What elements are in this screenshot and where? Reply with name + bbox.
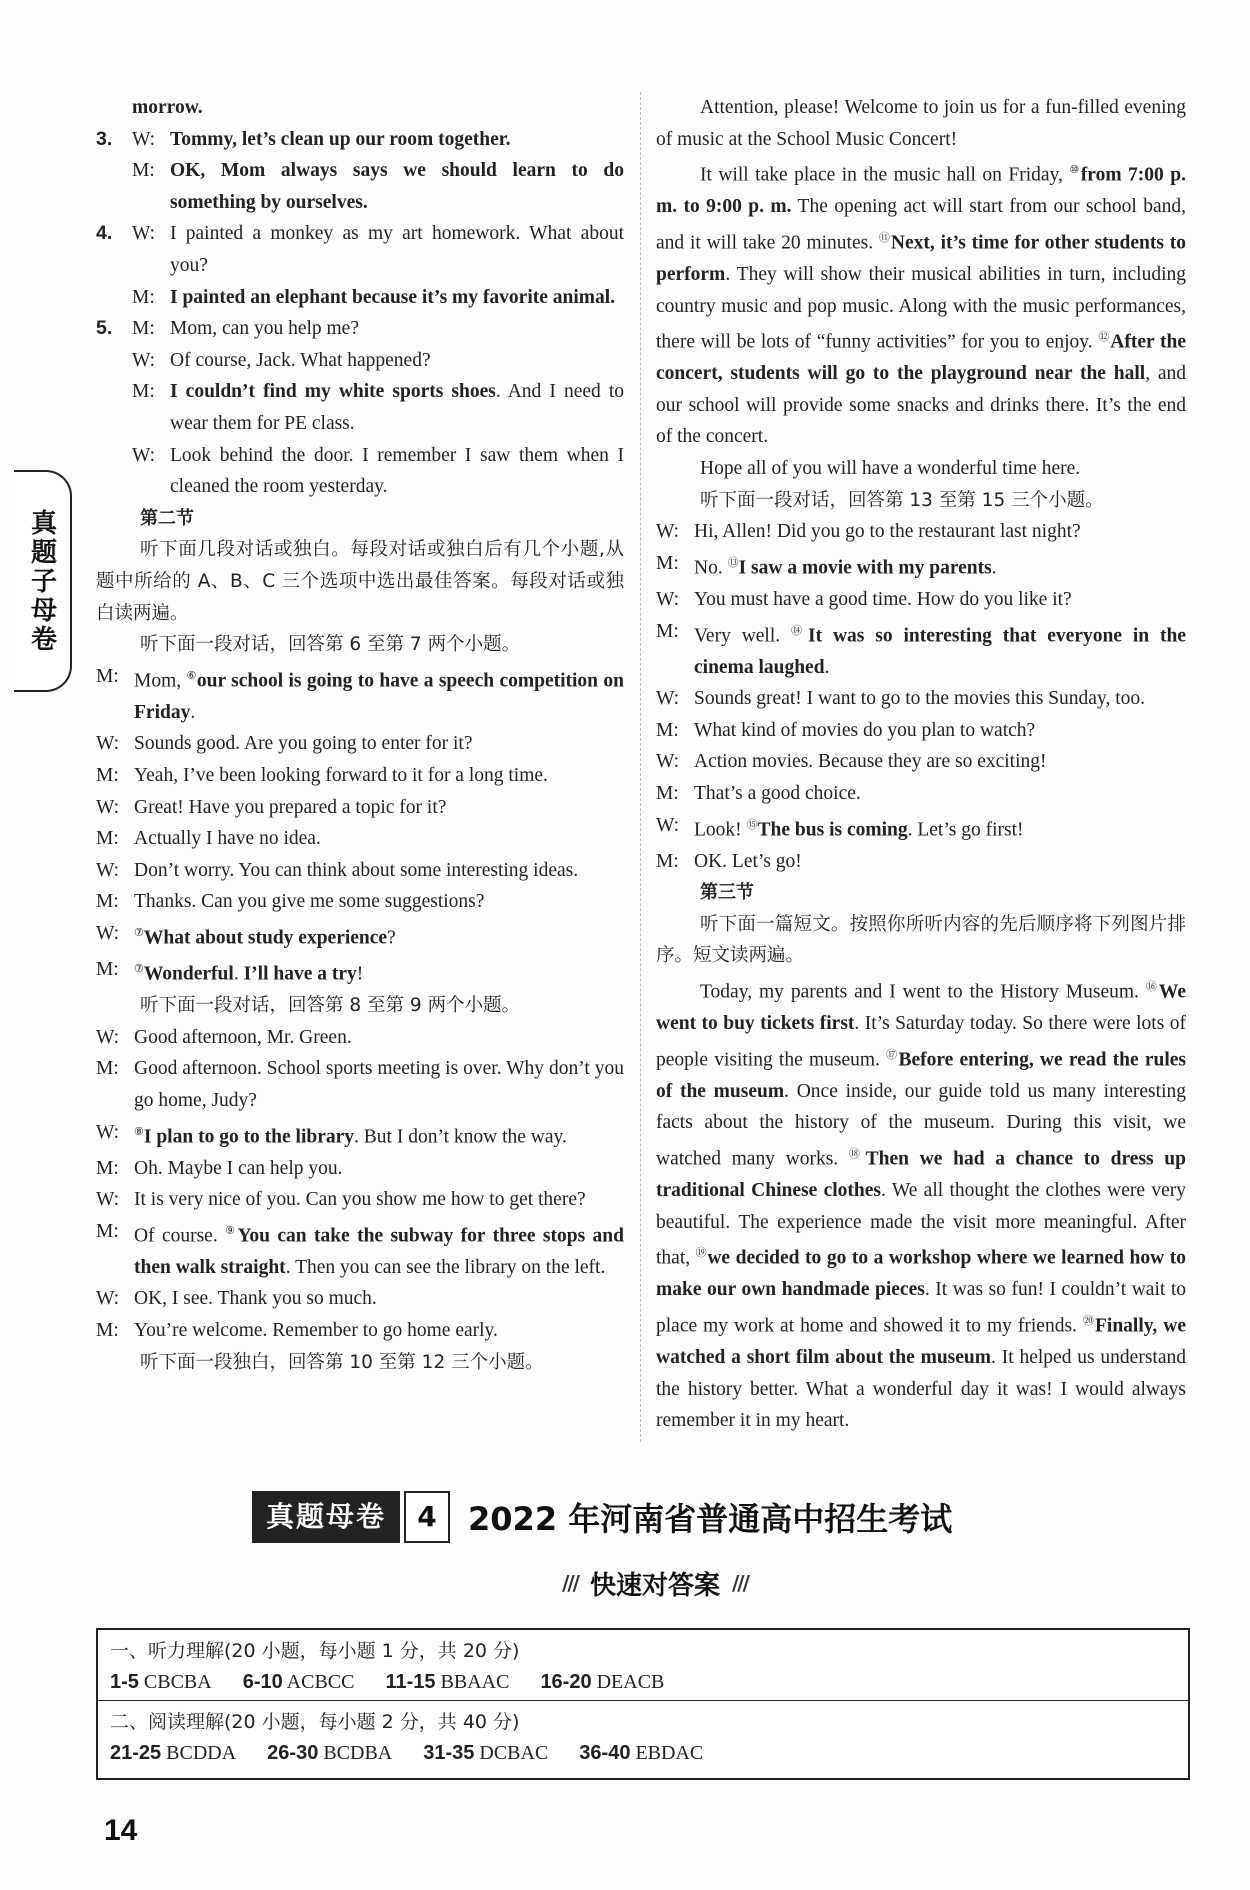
- answer-section-listening: [98, 1630, 1188, 1700]
- answer-section-heading: 二、阅读理解(20 小题，每小题 2 分，共 40 分): [110, 1711, 520, 1733]
- answer-key-box: [96, 1628, 1190, 1780]
- museum-passage: Today, my parents and I went to the History Museum. ⑯We went to buy tickets first. It’s Saturday today. So there were lots of people visiting the museum. ⑰Before entering, we read the rules of the museum. Once inside, our guide told us many interesting facts about the history of the museum. During this visit, we watched many works. ⑱Then we had a chance to dress up traditional Chinese clothes. We all thought the clothes were very beautiful. The experience made the visit more meaningful. After that, ⑲we decided to go to a workshop where we learned how to make our own handmade pieces. It was so fun! I couldn’t wait to place my work at home and showed it to my friends. ⑳Finally, we watched a short film about the museum. It helped us understand the history better. What a wonderful day it was! I would always remember it in my heart.: [656, 981, 1187, 1432]
- banner-label: 真题母卷: [252, 1491, 400, 1543]
- right-column: [656, 92, 1186, 1437]
- intro-10-12: 听下面一段独白，回答第 10 至第 12 三个小题。: [140, 1351, 544, 1373]
- side-tab-label: 真题子母卷: [26, 508, 57, 654]
- dialogue-6-7: M: Mom, ⑥our school is going to have a speech competition on Friday. W: Sounds good. Are you going to enter for it? M: Yeah, I’ve been looking forward to it for a long time. W: Great! Have you prepared a topic for it? M: Actually I have no idea. W: Don’t worry. You can think about some interesting ideas. M: Thanks. Can you give me some suggestions? W: ⑦What about study experience? M: ⑦Wonderful. I’ll have a try!: [96, 665, 624, 985]
- left-column: [96, 92, 624, 1378]
- answer-section-reading: [98, 1700, 1188, 1771]
- intro-6-7: 听下面一段对话，回答第 6 至第 7 两个小题。: [140, 634, 521, 656]
- answer-section-heading: 一、听力理解(20 小题，每小题 1 分，共 20 分): [110, 1640, 520, 1662]
- section-3-title: 第三节: [700, 882, 754, 904]
- quick-answers-label: 快速对答案: [589, 1570, 720, 1601]
- question-3: 3. W: Tommy, let’s clean up our room together. M: OK, Mom always says we should learn to do something by ourselves.: [96, 127, 624, 213]
- answer-row: 21-25 BCDDA 26-30 BCDBA 31-35 DCBAC 36-40 EBDAC: [110, 1742, 704, 1764]
- continued-line: morrow.: [132, 97, 203, 118]
- dialogue-8-9: W: Good afternoon, Mr. Green. M: Good afternoon. School sports meeting is over. Why don’t you go home, Judy? W: ⑧I plan to go to the library. But I don’t know the way. M: Oh. Maybe I can help you. W: It is very nice of you. Can you show me how to get there? M: Of course. ⑨You can take the subway for three stops and then walk straight. Then you can see the library on the left. W: OK, I see. Thank you so much. M: You’re welcome. Remember to go home early.: [96, 1026, 624, 1342]
- answer-row: 1-5 CBCBA 6-10 ACBCC 11-15 BBAAC 16-20 DEACB: [110, 1671, 665, 1693]
- question-5: 5. M: Mom, can you help me? W: Of course, Jack. What happened? M: I couldn’t find my white sports shoes. And I need to wear them for PE class. W: Look behind the door. I remember I saw them when I cleaned the room yesterday.: [96, 317, 625, 498]
- concert-para-3: Hope all of you will have a wonderful time here.: [700, 458, 1081, 480]
- quick-answers-heading: [490, 1562, 820, 1604]
- banner-title: 2022 年河南省普通高中招生考试: [468, 1500, 953, 1538]
- deco-slashes-left: ///: [562, 1571, 578, 1595]
- concert-para-1: Attention, please! Welcome to join us for a fun-filled evening of music at the School Music Concert!: [656, 97, 1186, 150]
- question-4: 4. W: I painted a monkey as my art homework. What about you? M: I painted an elephant because it’s my favorite animal.: [96, 222, 624, 308]
- intro-13-15: 听下面一段对话，回答第 13 至第 15 三个小题。: [700, 489, 1104, 511]
- side-tab: [14, 470, 72, 692]
- column-divider: [640, 92, 641, 1442]
- concert-para-2: It will take place in the music hall on Friday, ⑩from 7:00 p. m. to 9:00 p. m. The opening act will start from our school band, and it will take 20 minutes. ⑪Next, it’s time for other students to perform. They will show their musical abilities in turn, including country music and pop music. Along with the music performances, there will be lots of “funny activities” for you to enjoy. ⑫After the concert, students will go to the playground near the hall, and our school will provide some snacks and drinks there. It’s the end of the concert.: [656, 164, 1187, 448]
- section-2-instructions: 听下面几段对话或独白。每段对话或独白后有几个小题,从题中所给的 A、B、C 三个选项中选出最佳答案。每段对话或独白读两遍。: [96, 539, 624, 624]
- deco-slashes-right: ///: [732, 1571, 748, 1595]
- banner-number: 4: [404, 1491, 450, 1543]
- intro-8-9: 听下面一段对话，回答第 8 至第 9 两个小题。: [140, 995, 521, 1017]
- section-3-instructions: 听下面一篇短文。按照你所听内容的先后顺序将下列图片排序。短文读两遍。: [656, 913, 1186, 967]
- dialogue-13-15: W: Hi, Allen! Did you go to the restaurant last night? M: No. ⑬I saw a movie with my parents. W: You must have a good time. How do you like it? M: Very well. ⑭It was so interesting that everyone in the cinema laughed. W: Sounds great! I want to go to the movies this Sunday, too. M: What kind of movies do you plan to watch? W: Action movies. Because they are so exciting! M: That’s a good choice. W: Look! ⑮The bus is coming. Let’s go first! M: OK. Let’s go!: [656, 521, 1186, 872]
- page-number: 14: [104, 1814, 138, 1847]
- exam-banner: [252, 1492, 952, 1542]
- section-2-title: 第二节: [140, 507, 194, 529]
